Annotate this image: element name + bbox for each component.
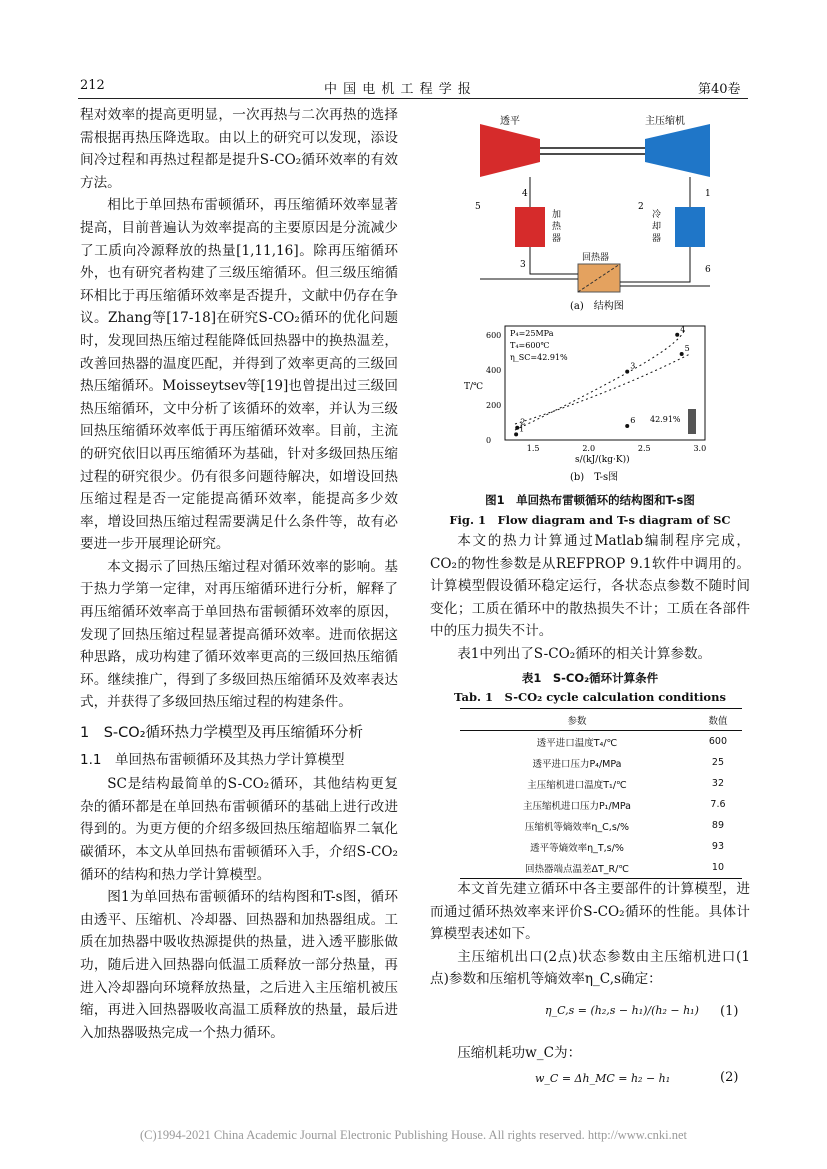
table-cell: 主压缩机进口压力P₁/MPa — [522, 800, 631, 812]
efficiency-bar — [688, 409, 696, 434]
paragraph: 程对效率的提高更明显，一次再热与二次再热的选择需根据再热压降选取。由以上的研究可以发现，添设间冷过程和再热过程都是提升S-CO₂循环效率的有效方法。 — [80, 107, 398, 191]
state-point-4 — [675, 333, 679, 337]
paragraph: 表1中列出了S-CO₂循环的相关计算参数。 — [457, 645, 712, 662]
table-row — [460, 836, 742, 857]
state-point-label: 5 — [475, 202, 481, 212]
y-tick-label: 200 — [486, 400, 502, 410]
table-cell: 89 — [711, 820, 725, 831]
section-heading: 1 S-CO₂循环热力学模型及再压缩循环分析 — [80, 725, 364, 742]
right-column-lower — [430, 878, 750, 991]
x-tick-label: 2.0 — [582, 444, 596, 453]
legend-text: T₄=600℃ — [510, 341, 550, 350]
state-point-3 — [625, 370, 629, 374]
cooler-label: 冷 — [652, 210, 662, 220]
table-caption-zh: 表1 S-CO₂循环计算条件 — [521, 671, 659, 685]
table-cell: 32 — [711, 778, 725, 789]
header-rule — [78, 98, 748, 99]
cooler-shape — [675, 207, 705, 247]
table-cell: 10 — [711, 862, 725, 873]
table-1 — [460, 708, 742, 879]
x-tick-label: 2.5 — [637, 444, 651, 453]
table-header-row — [460, 709, 742, 731]
equation-number: (2) — [720, 1070, 739, 1085]
table-cell: 600 — [708, 736, 728, 747]
turbine-shape — [480, 124, 540, 177]
state-point-1 — [514, 432, 518, 436]
subfigure-b-label: (b) T-s图 — [570, 472, 619, 483]
journal-title: 中 国 电 机 工 程 学 报 — [324, 82, 472, 97]
table-row — [460, 794, 742, 815]
y-tick-label: 600 — [486, 330, 502, 340]
table-caption-en: Tab. 1 S-CO₂ cycle calculation conditions — [454, 690, 726, 704]
right-column-upper — [430, 530, 750, 666]
paragraph: 本文首先建立循环中各主要部件的计算模型，进而通过循环热效率来评价S-CO₂循环的性能。具体计算模型表述如下。 — [430, 881, 750, 943]
paragraph: 本文的热力计算通过Matlab编制程序完成，CO₂的物性参数是从REFPROP 9.1软件中调用的。计算模型假设循环稳定运行，各状态点参数不随时间变化；工质在循环中的散热损失不计；工质在各部件中的压力损失不计。 — [430, 533, 750, 640]
y-axis-label: T/℃ — [464, 382, 484, 392]
state-point-label: 1 — [705, 189, 711, 199]
paragraph: 主压缩机出口(2点)状态参数由主压缩机进口(1点)参数和压缩机等熵效率η_C,s确定： — [430, 948, 750, 988]
table-cell: 回热器端点温差ΔT_R/℃ — [524, 863, 629, 875]
left-column — [80, 104, 398, 1044]
volume-label: 第40卷 — [698, 82, 741, 97]
equation-2: w_C = Δh_MC = h₂ − h₁ — [535, 1072, 671, 1085]
table-cell: 7.6 — [710, 799, 726, 810]
state-point-label: 3 — [630, 361, 636, 371]
state-point-label: 4 — [680, 324, 686, 334]
x-axis-label: s/(kJ/(kg·K)) — [575, 455, 630, 465]
y-tick-label: 400 — [486, 365, 502, 375]
table-cell: 透平等熵效率η_T,s/% — [530, 842, 624, 854]
state-point-label: 1 — [519, 424, 525, 434]
header-cell: 参数 — [567, 715, 587, 727]
equation-number: (1) — [720, 1004, 739, 1019]
equation-1: η_C,s = (h₂,s − h₁)/(h₂ − h₁) — [545, 1004, 699, 1017]
recuperator-label: 回热器 — [582, 253, 610, 263]
table-row — [460, 752, 742, 773]
state-point-2 — [515, 426, 519, 430]
ts-chart — [464, 325, 706, 465]
isobar-low — [515, 354, 690, 424]
table-cell: 压缩机等熵效率η_C,s/% — [524, 821, 630, 833]
state-point-label: 4 — [522, 189, 528, 199]
paragraph: 本文揭示了回热压缩过程对循环效率的影响。基于热力学第一定律，对再压缩循环进行分析，解释了再压缩循环效率高于单回热布雷顿循环效率的原因，发现了回热压缩过程显著提高循环效率。进而依据这种思路，成功构建了循环效率更高的三级回热压缩循环。继续推广，得到了多级回热压缩循环及效率表达式，并获得了多级回热压缩过程的构建条件。 — [80, 558, 398, 711]
heater-label: 热 — [552, 222, 562, 232]
state-point-label: 5 — [684, 344, 690, 354]
heater-label: 器 — [552, 234, 562, 244]
heater-label: 加 — [552, 210, 562, 220]
subsection-heading: 1.1 单回热布雷顿循环及其热力学计算模型 — [80, 751, 345, 768]
state-point-label: 6 — [630, 415, 636, 425]
table-row — [460, 857, 742, 879]
legend-text: P₄=25MPa — [510, 329, 554, 338]
paragraph: 压缩机耗功w_C为： — [457, 1045, 582, 1061]
x-tick-label: 1.5 — [526, 444, 540, 453]
state-point-label: 2 — [520, 417, 526, 427]
table-cell: 主压缩机进口温度T₁/℃ — [527, 779, 627, 791]
bar-label: 42.91% — [650, 415, 681, 424]
subfigure-a-label: (a) 结构图 — [570, 301, 624, 312]
table-cell: 透平进口温度T₄/℃ — [536, 737, 618, 749]
table-cell: 93 — [711, 841, 725, 852]
page-number: 212 — [80, 78, 105, 93]
cooler-label: 却 — [652, 222, 662, 232]
turbine-label: 透平 — [500, 116, 520, 127]
table-cell: 25 — [711, 757, 725, 768]
heater-shape — [515, 207, 545, 247]
figure-1 — [460, 104, 730, 484]
table-cell: 透平进口压力P₄/MPa — [532, 758, 622, 770]
header-cell: 数值 — [708, 715, 728, 727]
legend-text: η_SC=42.91% — [510, 353, 568, 362]
compressor-shape — [645, 124, 710, 177]
paragraph: 相比于单回热布雷顿循环，再压缩循环效率显著提高，目前普遍认为效率提高的主要原因是分流减少了工质向冷源释放的热量[1,11,16]。除再压缩循环外，也有研究者构建了三级压缩循环。但三级压缩循环相比于再压缩循环效率是否提升，文献中仍存在争议。Zhang等[17-18]在研究S-CO₂循环的优化问题时，发现回热压缩过程能降低回热器中的换热温差，改善回热器的温度匹配，并得到了效率更高的三级回热压缩循环。Moisseytsev等[19]也曾提出过三级回热压缩循环，文中分析了该循环的效率，并认为三级回热压缩循环效率低于再压缩循环效率。目前，主流的研究依旧以再压缩循环为基础，针对多级回热压缩过程的研究很少。仍有很多问题待解决，如增设回热压缩过程是否一定能提高循环效率，能提高多少效率，增设回热压缩过程需要满足什么条件等，故有必要进一步开展理论研究。 — [80, 197, 398, 553]
state-point-label: 6 — [705, 265, 711, 275]
table-row — [460, 773, 742, 794]
state-point-5 — [680, 352, 684, 356]
state-point-label: 2 — [638, 202, 644, 212]
table-row — [460, 815, 742, 836]
copyright-footer: (C)1994-2021 China Academic Journal Electronic Publishing House. All rights reserved. http://www.cnki.net — [139, 1128, 687, 1142]
compressor-label: 主压缩机 — [645, 116, 685, 127]
figure-caption-zh: 图1 单回热布雷顿循环的结构图和T-s图 — [485, 493, 695, 507]
x-tick-label: 3.0 — [693, 444, 707, 453]
paragraph: 图1为单回热布雷顿循环的结构图和T-s图，循环由透平、压缩机、冷却器、回热器和加热器组成。工质在加热器中吸收热源提供的热量，进入透平膨胀做功，随后进入回热器向低温工质释放一部分热量，再进入冷却器向环境释放热量，之后进入主压缩机被压缩，再进入回热器吸收高温工质释放的热量，最后进入加热器吸热完成一个热力循环。 — [80, 889, 398, 1041]
state-point-label: 3 — [520, 260, 526, 270]
cooler-label: 器 — [652, 234, 662, 244]
state-point-6 — [625, 424, 629, 428]
table-row — [460, 731, 742, 753]
paragraph: SC是结构最简单的S-CO₂循环，其他结构更复杂的循环都是在单回热布雷顿循环的基础上进行改进得到的。为更方便的介绍多级回热压缩超临界二氧化碳循环，本文从单回热布雷顿循环入手，介绍S-CO₂循环的结构和热力学计算模型。 — [80, 776, 398, 883]
figure-caption-en: Fig. 1 Flow diagram and T-s diagram of SC — [449, 513, 731, 527]
y-tick-label: 0 — [486, 436, 492, 445]
